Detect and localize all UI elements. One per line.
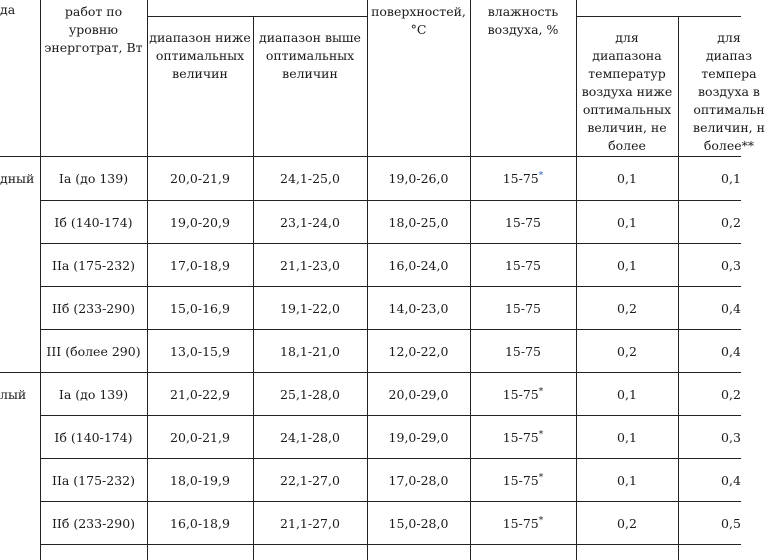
cell-speed-high-value: 0,4: [721, 301, 741, 316]
cell-temp-low-value: 21,0-22,9: [170, 387, 230, 402]
cell-humidity-value: 15-75: [502, 473, 539, 488]
cell-temp-high-value: 21,1-27,0: [280, 516, 340, 531]
cell-humidity-value: 15-75: [504, 258, 542, 273]
cell-temp-high: [253, 515, 367, 533]
cell-speed-low-value: 0,1: [617, 215, 637, 230]
cell-speed-high: [678, 429, 784, 447]
cell-category: [40, 214, 147, 232]
cell-temp-low: [147, 300, 253, 318]
cell-temp-high-value: 18,1-21,0: [280, 344, 340, 359]
cell-humidity-value: 15-75: [504, 344, 542, 359]
cell-temp-high-value: 23,1-24,0: [280, 215, 340, 230]
cell-speed-low: [576, 300, 678, 318]
period-label-cold: дный: [0, 171, 35, 186]
header-speed-high: для диапаз темпера воздуха в оптимальн величин, н более**: [693, 30, 765, 153]
cell-speed-low: [576, 515, 678, 533]
footnote-mark: *: [538, 170, 544, 181]
cell-speed-high-value: 0,3: [721, 430, 741, 445]
cell-category-value: Ia (до 139): [58, 387, 129, 402]
cell-temp-low: [147, 214, 253, 232]
cell-speed-low-value: 0,2: [617, 301, 637, 316]
cell-surface-temp: [367, 343, 470, 361]
cell-temp-low-value: 20,0-21,9: [170, 430, 230, 445]
cell-speed-low: [576, 429, 678, 447]
footnote-mark: *: [538, 472, 544, 483]
cell-category-value: Iб (140-174): [54, 215, 133, 230]
cell-temp-high-value: 24,1-28,0: [280, 430, 340, 445]
cell-category: [40, 300, 147, 318]
cell-temp-low: [147, 472, 253, 490]
cell-temp-high: [253, 257, 367, 275]
cell-surface-temp-value: 17,0-28,0: [388, 473, 449, 488]
cell-speed-low-value: 0,2: [617, 516, 637, 531]
cell-surface-temp: [367, 429, 470, 447]
cell-surface-temp: [367, 257, 470, 275]
cell-category-value: IIа (175-232): [52, 258, 135, 273]
cell-surface-temp-value: 18,0-25,0: [388, 215, 449, 230]
cell-category-value: Iб (140-174): [54, 430, 133, 445]
cell-speed-low: [576, 386, 678, 404]
cell-temp-high: [253, 429, 367, 447]
cell-temp-low-value: 19,0-20,9: [170, 215, 230, 230]
header-period: да: [0, 2, 16, 17]
header-temp-high: диапазон выше оптимальных величин: [259, 30, 361, 81]
rule-subheader: [576, 16, 741, 17]
cell-speed-high: [678, 515, 784, 533]
cell-temp-high: [253, 300, 367, 318]
cell-surface-temp-value: 19,0-26,0: [388, 171, 449, 186]
cell-category: [40, 515, 147, 533]
header-surface-temp: поверхностей, °С: [371, 4, 466, 37]
cell-temp-high-value: 22,1-27,0: [280, 473, 340, 488]
rule-row: [40, 286, 741, 287]
cell-surface-temp: [367, 515, 470, 533]
cell-temp-low-value: 17,0-18,9: [170, 258, 230, 273]
rule-row: [40, 200, 741, 201]
rule-subheader: [147, 16, 367, 17]
cell-humidity: [470, 300, 576, 318]
cell-surface-temp: [367, 386, 470, 404]
cell-humidity: [470, 343, 576, 361]
cell-category: [40, 472, 147, 490]
rule-row: [40, 415, 741, 416]
cell-temp-high-value: 19,1-22,0: [280, 301, 340, 316]
cell-speed-high: [678, 257, 784, 275]
cell-temp-high-value: 25,1-28,0: [280, 387, 340, 402]
cell-speed-high: [678, 343, 784, 361]
cell-surface-temp-value: 12,0-22,0: [388, 344, 449, 359]
cell-category: [40, 257, 147, 275]
cell-category-value: IIб (233-290): [51, 516, 136, 531]
cell-temp-high: [253, 343, 367, 361]
footnote-mark: *: [538, 515, 544, 526]
cell-speed-high: [678, 300, 784, 318]
footnote-mark: *: [538, 386, 544, 397]
cell-speed-low: [576, 257, 678, 275]
cell-humidity-value: 15-75: [502, 516, 539, 531]
cell-humidity-value: 15-75: [502, 430, 539, 445]
cell-speed-high-value: 0,2: [721, 215, 741, 230]
cell-speed-high: [678, 386, 784, 404]
rule-row: [40, 329, 741, 330]
cell-surface-temp: [367, 300, 470, 318]
period-label-warm: лый: [0, 387, 27, 402]
cell-temp-high-value: 21,1-23,0: [280, 258, 340, 273]
cell-temp-low: [147, 429, 253, 447]
cell-category: [40, 429, 147, 447]
cell-speed-high-value: 0,1: [721, 171, 741, 186]
cell-humidity: [470, 170, 576, 188]
cell-speed-high-value: 0,3: [721, 258, 741, 273]
cell-humidity-value: 15-75: [504, 215, 542, 230]
cell-speed-high: [678, 472, 784, 490]
cell-humidity: [470, 257, 576, 275]
rule-header-bottom: [0, 156, 741, 157]
cell-category-value: Ia (до 139): [58, 171, 129, 186]
rule-row: [40, 544, 741, 545]
footnote-mark: *: [538, 429, 544, 440]
cell-category-value: III (более 290): [46, 344, 141, 359]
cell-humidity: [470, 429, 576, 447]
cell-temp-low-value: 18,0-19,9: [170, 473, 230, 488]
cell-category-value: IIа (175-232): [52, 473, 135, 488]
header-humidity: влажность воздуха, %: [487, 4, 559, 37]
cell-surface-temp: [367, 214, 470, 232]
cell-humidity: [470, 386, 576, 404]
cell-category-value: IIб (233-290): [51, 301, 136, 316]
cell-surface-temp-value: 20,0-29,0: [388, 387, 449, 402]
rule-group: [0, 372, 741, 373]
cell-speed-low-value: 0,1: [617, 387, 637, 402]
cell-temp-high: [253, 170, 367, 188]
cell-speed-low-value: 0,1: [617, 171, 637, 186]
cell-temp-low: [147, 343, 253, 361]
rule-row: [40, 501, 741, 502]
cell-temp-high: [253, 386, 367, 404]
cell-speed-low: [576, 214, 678, 232]
cell-humidity-value: 15-75: [504, 301, 542, 316]
cell-humidity: [470, 472, 576, 490]
cell-humidity-value: 15-75: [502, 171, 539, 186]
header-category: работ по уровню энерготрат, Вт: [44, 4, 143, 55]
cell-temp-high: [253, 472, 367, 490]
cell-speed-low: [576, 472, 678, 490]
cell-surface-temp-value: 15,0-28,0: [388, 516, 449, 531]
cell-surface-temp-value: 19,0-29,0: [388, 430, 449, 445]
cell-speed-low-value: 0,2: [617, 344, 637, 359]
cell-humidity: [470, 515, 576, 533]
cell-category: [40, 170, 147, 188]
rule-row: [40, 458, 741, 459]
cell-speed-high-value: 0,5: [721, 516, 741, 531]
cell-temp-low-value: 15,0-16,9: [170, 301, 230, 316]
cell-temp-low-value: 13,0-15,9: [170, 344, 230, 359]
rule-row: [40, 243, 741, 244]
cell-surface-temp-value: 16,0-24,0: [388, 258, 449, 273]
cell-surface-temp: [367, 170, 470, 188]
cell-temp-low-value: 20,0-21,9: [170, 171, 230, 186]
cell-surface-temp-value: 14,0-23,0: [388, 301, 449, 316]
cell-temp-high: [253, 214, 367, 232]
cell-temp-low: [147, 257, 253, 275]
cell-speed-low-value: 0,1: [617, 473, 637, 488]
cell-speed-low-value: 0,1: [617, 258, 637, 273]
cell-speed-high: [678, 214, 784, 232]
header-speed-low: для диапазона температур воздуха ниже оптимальных величин, не более: [581, 30, 673, 153]
cell-humidity: [470, 214, 576, 232]
cell-speed-low-value: 0,1: [617, 430, 637, 445]
cell-category: [40, 343, 147, 361]
cell-speed-low: [576, 343, 678, 361]
cell-category: [40, 386, 147, 404]
header-temp-low: диапазон ниже оптимальных величин: [149, 30, 251, 81]
cell-speed-low: [576, 170, 678, 188]
cell-temp-low: [147, 515, 253, 533]
cell-speed-high-value: 0,4: [721, 344, 741, 359]
cell-speed-high: [678, 170, 784, 188]
cell-temp-low: [147, 386, 253, 404]
cell-humidity-value: 15-75: [502, 387, 539, 402]
cell-speed-high-value: 0,2: [721, 387, 741, 402]
cell-temp-high-value: 24,1-25,0: [280, 171, 340, 186]
cell-temp-low: [147, 170, 253, 188]
cell-speed-high-value: 0,4: [721, 473, 741, 488]
cell-surface-temp: [367, 472, 470, 490]
cell-temp-low-value: 16,0-18,9: [170, 516, 230, 531]
